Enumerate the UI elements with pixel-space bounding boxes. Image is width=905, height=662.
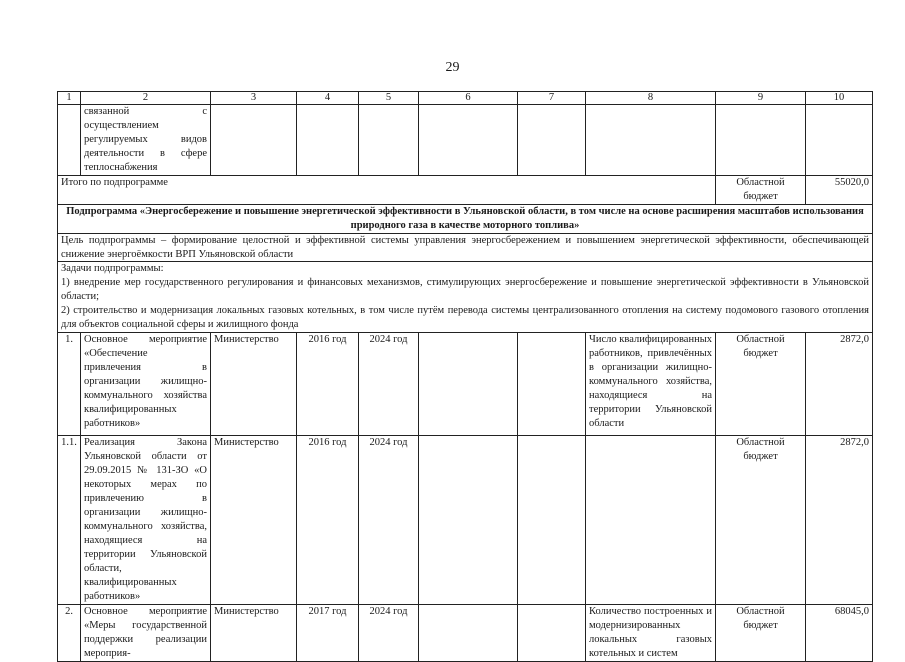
row-col7 <box>518 333 586 436</box>
column-number: 7 <box>518 92 586 105</box>
table-row <box>58 604 873 661</box>
tasks-row <box>58 262 873 333</box>
row-amount: 68045,0 <box>806 604 873 661</box>
task-item: 2) строительство и модернизация локальных газовых котельных, в том числе путём перевода системы централизованного отопления на систему подомового газового отопления для объектов социальной сферы и жилищного фонда <box>61 305 869 331</box>
column-number: 4 <box>297 92 359 105</box>
row-end-year: 2024 год <box>359 436 419 604</box>
page-number: 29 <box>445 60 460 75</box>
program-table <box>57 91 873 662</box>
row-indicator: Число квалифицированных работников, привлечённых в организации жилищно-коммунального хозяйства, находящиеся на территории Ульяновской области <box>586 333 716 436</box>
row-end-year: 2024 год <box>359 604 419 661</box>
subprogram-total-amount: 55020,0 <box>806 175 873 204</box>
row-executor: Министерство <box>211 436 297 604</box>
row-start-year: 2016 год <box>297 436 359 604</box>
column-number: 6 <box>419 92 518 105</box>
row-amount: 2872,0 <box>806 436 873 604</box>
row-activity-name: Основное мероприятие «Меры государственной поддержки реализации мероприя- <box>81 604 211 661</box>
row-activity-name: Основное мероприятие «Обеспечение привлечения в организации жилищно-коммунального хозяйства квалифицированных работников» <box>81 333 211 436</box>
column-number: 2 <box>81 92 211 105</box>
row-executor: Министерство <box>211 333 297 436</box>
table-row <box>58 436 873 604</box>
row-number: 2. <box>58 604 81 661</box>
subprogram-goal: Цель подпрограммы – формирование целостной и эффективной системы управления энергосбережением и повышением энергетической эффективности, обеспечивающей снижение энергоёмкости ВРП Ульяновской области <box>58 233 873 262</box>
subprogram-total-row <box>58 175 873 204</box>
continuation-row <box>58 105 873 176</box>
column-number: 9 <box>716 92 806 105</box>
subprogram-total-source: Областной бюджет <box>716 175 806 204</box>
subprogram-tasks <box>58 262 873 333</box>
row-col6 <box>419 333 518 436</box>
table-row <box>58 333 873 436</box>
continuation-text: связанной с осуществлением регулируемых видов деятельности в сфере теплоснабжения <box>81 105 211 176</box>
column-number: 3 <box>211 92 297 105</box>
subprogram-title: Подпрограмма «Энергосбережение и повышение энергетической эффективности в Ульяновской области, в том числе на основе расширения масштабов использования природного газа в качестве моторного топлива» <box>58 204 873 233</box>
task-item: 1) внедрение мер государственного регулирования и финансовых механизмов, стимулирующих энергосбережение и повышение энергетической эффективности в Ульяновской области; <box>61 277 869 303</box>
row-number: 1. <box>58 333 81 436</box>
column-number: 1 <box>58 92 81 105</box>
subprogram-total-label: Итого по подпрограмме <box>58 175 716 204</box>
row-end-year: 2024 год <box>359 333 419 436</box>
row-indicator <box>586 436 716 604</box>
row-start-year: 2016 год <box>297 333 359 436</box>
subprogram-title-row <box>58 204 873 233</box>
column-number: 10 <box>806 92 873 105</box>
row-executor: Министерство <box>211 604 297 661</box>
tasks-heading: Задачи подпрограммы: <box>61 263 164 275</box>
row-start-year: 2017 год <box>297 604 359 661</box>
row-number: 1.1. <box>58 436 81 604</box>
row-col6 <box>419 436 518 604</box>
row-amount: 2872,0 <box>806 333 873 436</box>
row-funding-source: Областной бюджет <box>716 436 806 604</box>
row-col7 <box>518 436 586 604</box>
row-col7 <box>518 604 586 661</box>
goal-row <box>58 233 873 262</box>
row-activity-name: Реализация Закона Ульяновской области от 29.09.2015 № 131-ЗО «О некоторых мерах по привлечению в организации жилищно-коммунального хозяйства, находящиеся на территории Ульяновской области, квалифицированных работников» <box>81 436 211 604</box>
row-col6 <box>419 604 518 661</box>
row-indicator: Количество построенных и модернизированных локальных газовых котельных и систем <box>586 604 716 661</box>
column-number: 5 <box>359 92 419 105</box>
column-number-row <box>58 92 873 105</box>
row-funding-source: Областной бюджет <box>716 333 806 436</box>
row-funding-source: Областной бюджет <box>716 604 806 661</box>
column-number: 8 <box>586 92 716 105</box>
